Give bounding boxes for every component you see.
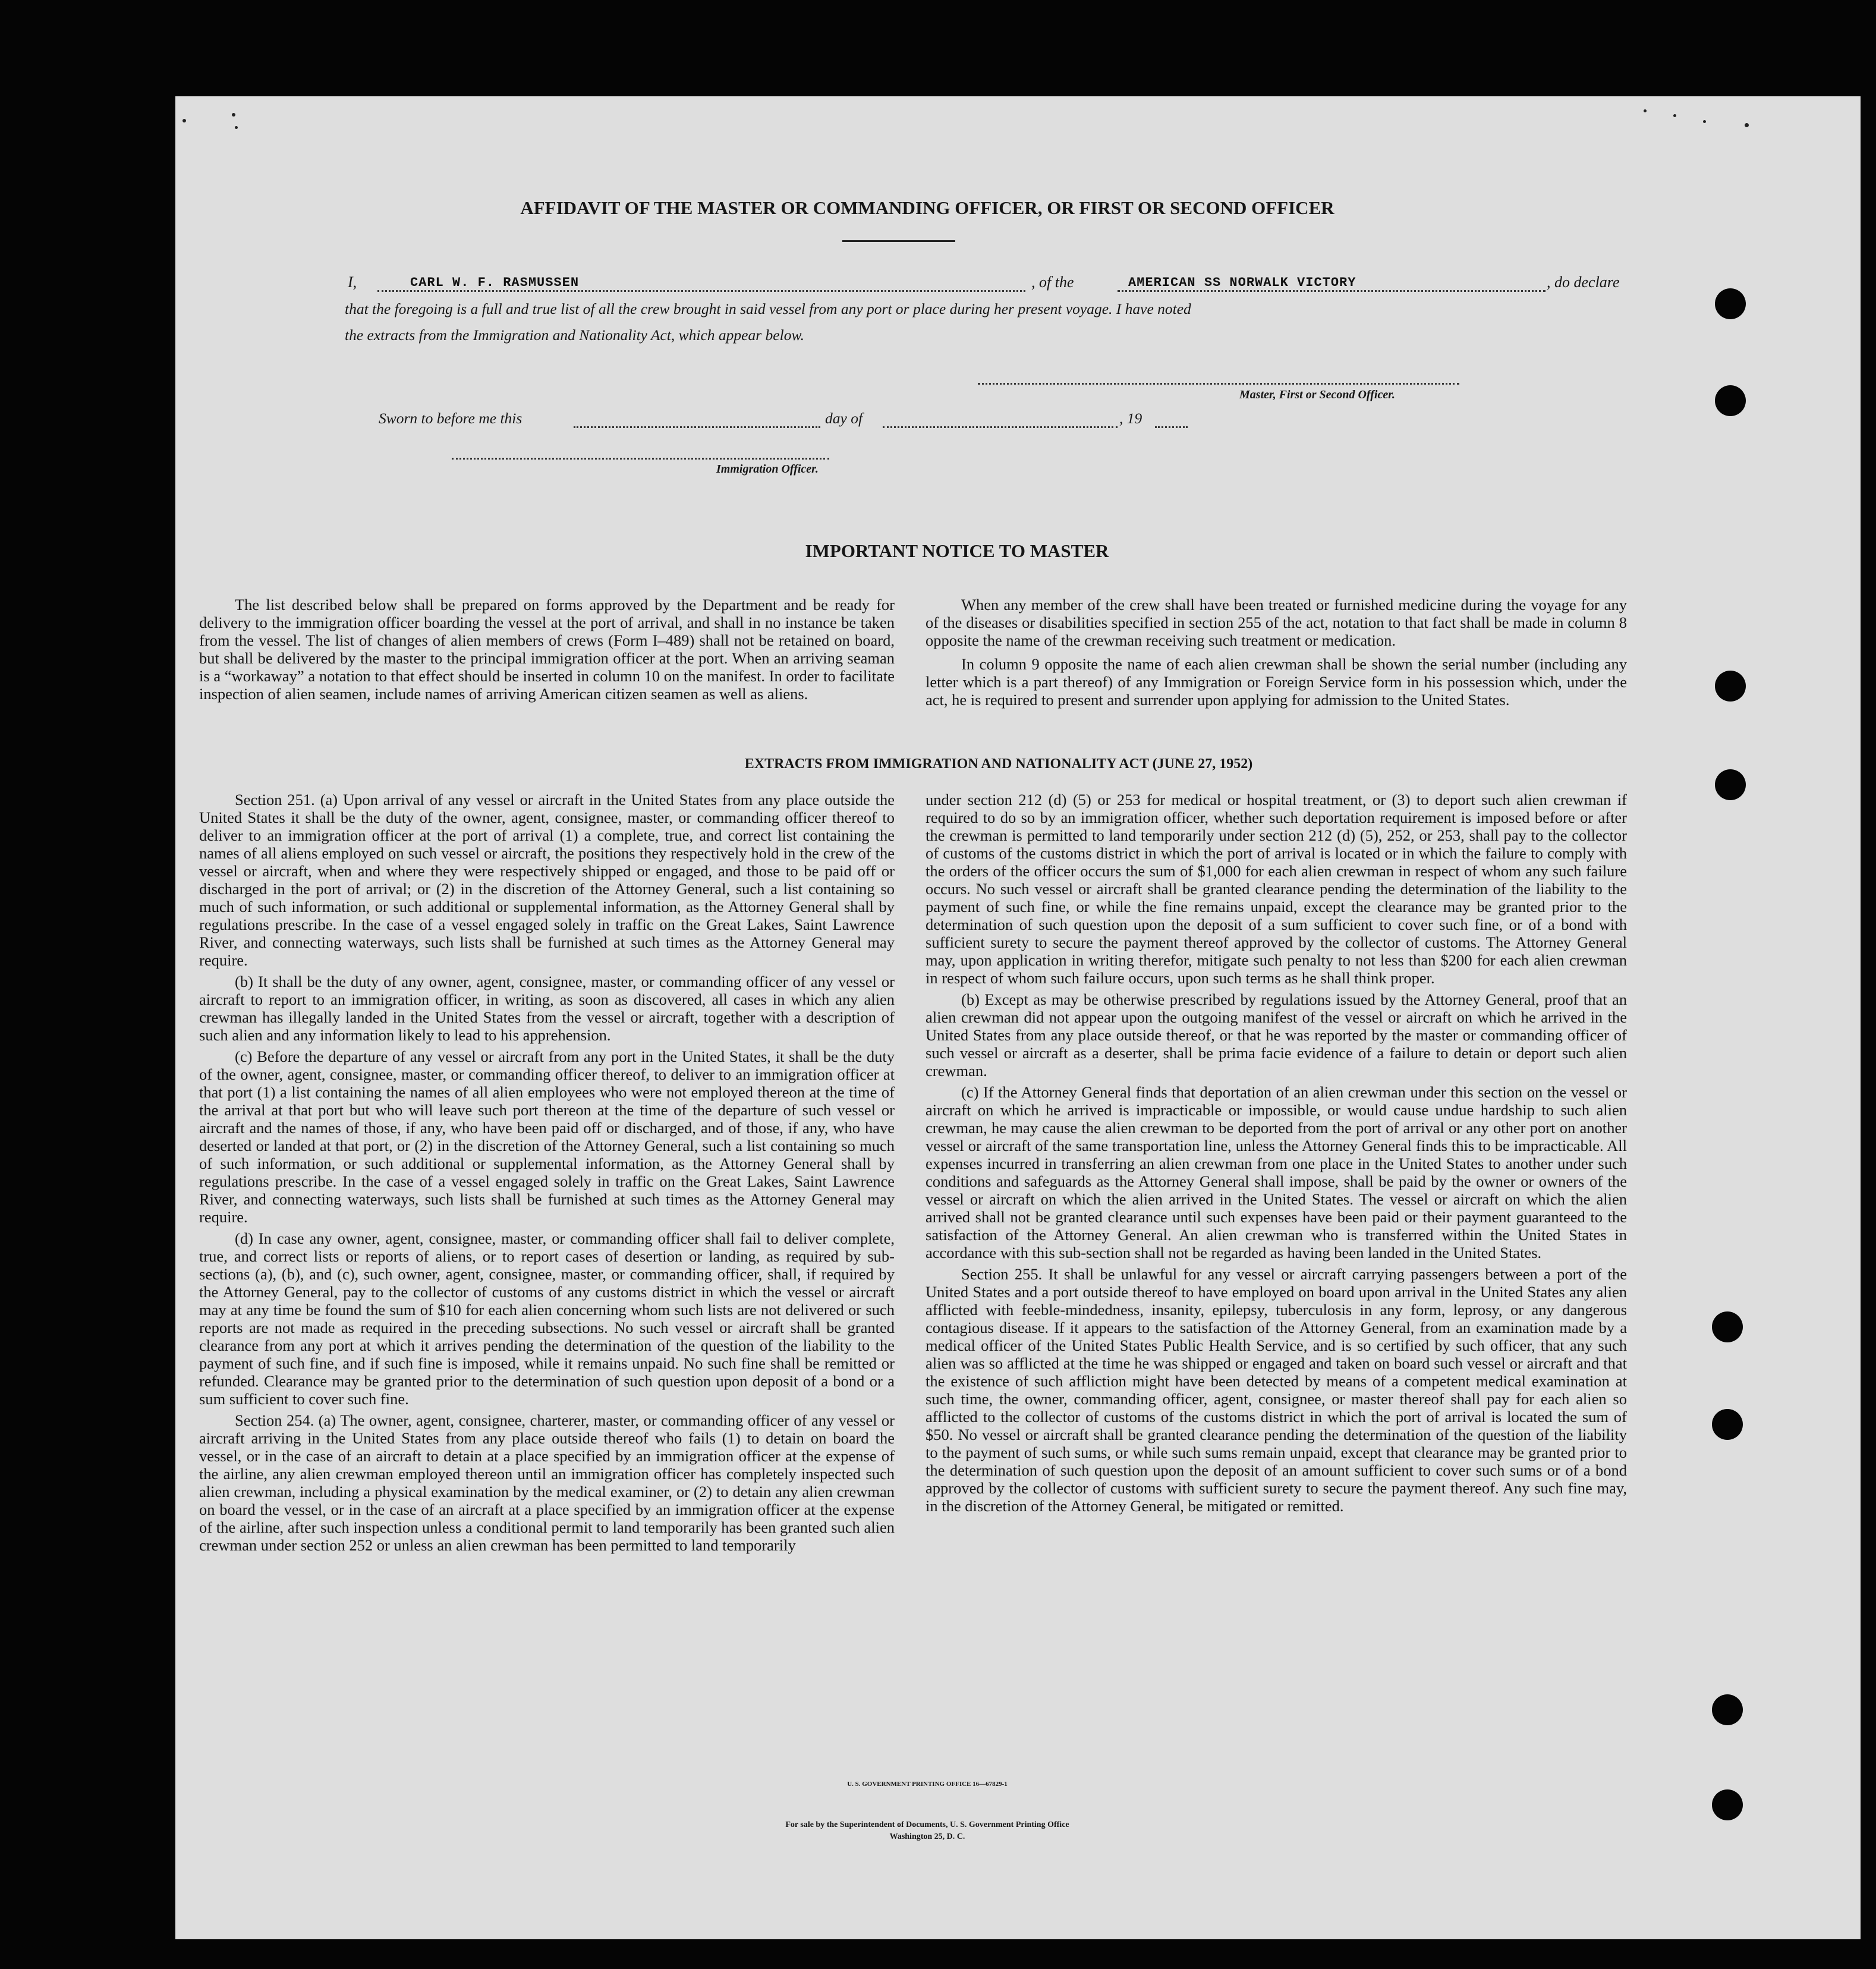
punch-hole — [1715, 288, 1746, 319]
vessel-line — [1118, 290, 1546, 292]
master-signature-line — [978, 383, 1459, 385]
punch-hole — [1712, 1409, 1743, 1440]
section-251-d: (d) In case any owner, agent, consignee, master, or commanding officer shall fail to deliver complete, true, and correct lists or reports of aliens, or to report cases of desertion or landing, as required by sub-sections (a), (b), and (c), such owner, agent, consignee, master, or commanding officer, shall, if required by the Attorney General, pay to the collector of customs of any customs district in which the vessel or aircraft may at any time be found the sum of $10 for each alien concerning whom such lists are not delivered or such reports are not made as required in the preceding subsections. No such vessel or aircraft shall be granted clearance from any port at which it arrives pending the determination of the question of the liability to the payment of such fine, and if such fine is imposed, while it remains unpaid. No such fine shall be remitted or refunded. Clearance may be granted prior to the determination of such question upon deposit of a bond or a sum sufficient to cover such fine. — [199, 1229, 895, 1408]
punch-hole — [1712, 1311, 1743, 1342]
notice-left-paragraph: The list described below shall be prepared on forms approved by the Department and be ready for delivery to the immigration officer boarding the vessel at the port of arrival, and shall in no instance be taken from the vessel. The list of changes of alien members of crews (Form I–489) shall not be retained on board, but shall be delivered by the master to the principal immigration officer at the port. When an arriving seaman is a “workaway” a notation to that effect should be inserted in column 10 on the manifest. In order to facilitate inspection of alien seamen, include names of arriving American citizen seamen as well as aliens. — [199, 596, 895, 703]
punch-hole — [1715, 769, 1746, 800]
notice-left-column — [199, 596, 895, 706]
master-signature-label: Master, First or Second Officer. — [1239, 388, 1395, 401]
year-prefix: , 19 — [1119, 410, 1142, 427]
notice-title: IMPORTANT NOTICE TO MASTER — [805, 540, 1109, 561]
punch-hole — [1712, 1789, 1743, 1820]
footer-line-1: For sale by the Superintendent of Documents, U. S. Government Printing Office — [785, 1820, 1069, 1829]
punch-hole — [1712, 1694, 1743, 1725]
section-254-a-continued: under section 212 (d) (5) or 253 for medical or hospital treatment, or (3) to deport such alien crewman if required to do so by an immigration officer, whether such deportation requirement is imposed before or after the crewman is permitted to land temporarily under section 212 (d) (5), 252, or 253, shall pay to the collector of customs of the customs district in which the port of arrival is located or in which the failure to comply with the orders of the officer occurs the sum of $1,000 for each alien crewman in respect of whom any such failure occurs. No such vessel or aircraft shall be granted clearance pending the determination of the liability to the payment of such fine, or while the fine remains unpaid, except the clearance may be granted prior to the determination of such question upon the deposit of a sum sufficient to cover such fine, or of a bond with sufficient surety to secure the payment thereof approved by the collector of customs. The Attorney General may, upon application in writing therefor, mitigate such penalty to not less than $200 for each alien crewman in respect of whom such failure occurs, upon such terms as he shall think proper. — [926, 791, 1627, 987]
immigration-officer-label: Immigration Officer. — [716, 463, 819, 476]
section-251-b: (b) It shall be the duty of any owner, agent, consignee, master, or commanding officer of any vessel or aircraft to report to an immigration officer, in writing, as soon as discovered, all cases in which any alien crewman has illegally landed in the United States from the vessel or aircraft, together with a description of such alien and any information likely to lead to his apprehension. — [199, 973, 895, 1044]
sworn-month-line — [883, 426, 1118, 428]
sworn-day-line — [574, 426, 820, 428]
affidavit-title: AFFIDAVIT OF THE MASTER OR COMMANDING OFFICER, OR FIRST OR SECOND OFFICER — [520, 197, 1334, 218]
speck — [1703, 120, 1706, 123]
section-254-c: (c) If the Attorney General finds that deportation of an alien crewman under this section on the vessel or aircraft on which he arrived is impracticable or impossible, or would cause undue hardship to such alien crewman, he may cause the alien crewman to be deported from the port of arrival or any other port on another vessel or aircraft of the same transportation line, unless the Attorney General finds this to be impracticable. All expenses incurred in transferring an alien crewman from one place in the United States to another under such conditions and safeguards as the Attorney General shall impose, shall be paid by the owner or owners of the vessel or aircraft on which the alien arrived in the United States. The vessel or aircraft on which the alien arrived shall not be granted clearance until such expenses have been paid or their payment guaranteed to the satisfaction of the Attorney General. An alien crewman who is transferred within the United States in accordance with this sub-section shall not be regarded as having been landed in the United States. — [926, 1083, 1627, 1262]
form-sheet — [175, 96, 1861, 1939]
punch-hole — [1715, 671, 1746, 702]
speck — [1745, 123, 1749, 127]
section-251-a: Section 251. (a) Upon arrival of any vessel or aircraft in the United States from any place outside the United States it shall be the duty of the owner, agent, consignee, master, or commanding officer thereof to deliver to an immigration officer at the port of arrival (1) a complete, true, and correct list containing the names of all aliens employed on such vessel or aircraft, the positions they respectively hold in the crew of the vessel or aircraft, when and where they were respectively shipped or engaged, and those to be paid off or discharged in the port of arrival; or (2) in the discretion of the Attorney General, such a list containing so much of such information, or such additional or supplemental information, as the Attorney General shall by regulations prescribe. In the case of a vessel engaged solely in traffic on the Great Lakes, Saint Lawrence River, and connecting waterways, such lists shall be furnished at such times as the Attorney General may require. — [199, 791, 895, 969]
immigration-officer-line — [452, 458, 829, 460]
section-251-c: (c) Before the departure of any vessel or aircraft from any port in the United States, it shall be the duty of the owner, agent, consignee, master, or commanding officer thereof, to deliver to an immigration officer at that port (1) a list containing the names of all alien employees who were not employed thereon at the time of the arrival at that port but who will leave such port thereon at the time of the departure of such vessel or aircraft and the names of those, if any, who have been paid off or discharged, and of those, if any, who have deserted or landed at that port, or (2) in the discretion of the Attorney General, such a list containing so much of such information, or such additional or supplemental information, as the Attorney General shall by regulations prescribe. In the case of a vessel engaged solely in traffic on the Great Lakes, Saint Lawrence River, and connecting waterways, such lists shall be furnished at such times as the Attorney General may require. — [199, 1048, 895, 1226]
gpo-print-line: U. S. GOVERNMENT PRINTING OFFICE 16—67829-1 — [847, 1781, 1008, 1788]
i-prefix: I, — [348, 273, 357, 291]
day-of-text: day of — [825, 410, 863, 427]
officer-name: CARL W. F. RASMUSSEN — [410, 275, 580, 290]
do-declare-text: , do declare — [1547, 273, 1620, 291]
speck — [235, 126, 238, 129]
speck — [232, 113, 235, 117]
section-255: Section 255. It shall be unlawful for any vessel or aircraft carrying passengers between a port of the United States and a port outside thereof to have employed on board upon arrival in the United States any alien afflicted with feeble-mindedness, insanity, epilepsy, tuberculosis in any form, leprosy, or any dangerous contagious disease. If it appears to the satisfaction of the Attorney General, from an examination made by a medical officer of the United States Public Health Service, and is so certified by such officer, that any such alien was so afflicted at the time he was shipped or engaged and taken on board such vessel or aircraft and that the existence of such affliction might have been detected by means of a competent medical examination at such time, the owner, commanding officer, agent, consignee, or master thereof shall pay for each alien so afflicted to the collector of customs of the customs district in which the port of arrival is located the sum of $50. No vessel or aircraft shall be granted clearance pending the determination of the question of the liability to the payment of such sums, or while such sums remain unpaid, except that clearance may be granted prior to the determination of such question upon the deposit of an amount sufficient to cover such sums or of a bond approved by the collector of customs with sufficient surety to secure the payment thereof. Any such fine may, in the discretion of the Attorney General, be mitigated or remitted. — [926, 1265, 1627, 1515]
speck — [182, 119, 186, 122]
notice-right-paragraph-2: In column 9 opposite the name of each alien crewman shall be shown the serial number (including any letter which is a part thereof) of any Immigration or Foreign Service form in his possession which, under the act, he is required to present and surrender upon applying for admission to the United States. — [926, 655, 1627, 709]
of-the-text: , of the — [1031, 273, 1074, 291]
section-254-b: (b) Except as may be otherwise prescribed by regulations issued by the Attorney General, proof that an alien crewman did not appear upon the outgoing manifest of the vessel or aircraft on which he arrived in the United States from any place outside thereof, or that he was reported by the master or commanding officer of such vessel or aircraft as a deserter, shall be prima facie evidence of a failure to detain or deport such alien crewman. — [926, 990, 1627, 1080]
statute-right-column — [926, 791, 1627, 1518]
speck — [1644, 109, 1647, 112]
title-underline — [842, 240, 955, 242]
statute-left-column — [199, 791, 895, 1558]
section-254-a: Section 254. (a) The owner, agent, consignee, charterer, master, or commanding officer of any vessel or aircraft arriving in the United States from any place outside thereof who fails (1) to detain on board the vessel, or in the case of an aircraft to detain at a place specified by an immigration officer at the expense of the airline, any alien crewman employed thereon until an immigration officer has completely inspected such alien crewman, including a physical examination by the medical examiner, or (2) to detain any alien crewman on board the vessel, or in the case of an aircraft at a place specified by an immigration officer at the expense of the airline, after such inspection unless a conditional permit to land temporarily has been granted such alien crewman under section 252 or unless an alien crewman has been permitted to land temporarily — [199, 1411, 895, 1554]
affidavit-line-2: that the foregoing is a full and true list of all the crew brought in said vessel from any port or place during her present voyage. I have noted — [345, 300, 1191, 317]
sworn-label: Sworn to before me this — [379, 410, 522, 427]
year-line — [1155, 426, 1188, 428]
notice-right-paragraph-1: When any member of the crew shall have been treated or furnished medicine during the voyage for any of the diseases or disabilities specified in section 255 of the act, notation to that fact shall be made in column 8 opposite the name of the crewman receiving such treatment or medication. — [926, 596, 1627, 649]
affidavit-line-3: the extracts from the Immigration and Nationality Act, which appear below. — [345, 326, 804, 344]
notice-right-column — [926, 596, 1627, 712]
speck — [1673, 114, 1676, 117]
name-line — [377, 290, 1025, 292]
extracts-title: EXTRACTS FROM IMMIGRATION AND NATIONALITY ACT (JUNE 27, 1952) — [744, 756, 1253, 772]
footer-line-2: Washington 25, D. C. — [889, 1832, 965, 1841]
vessel-name: AMERICAN SS NORWALK VICTORY — [1128, 275, 1356, 290]
punch-hole — [1715, 385, 1746, 416]
